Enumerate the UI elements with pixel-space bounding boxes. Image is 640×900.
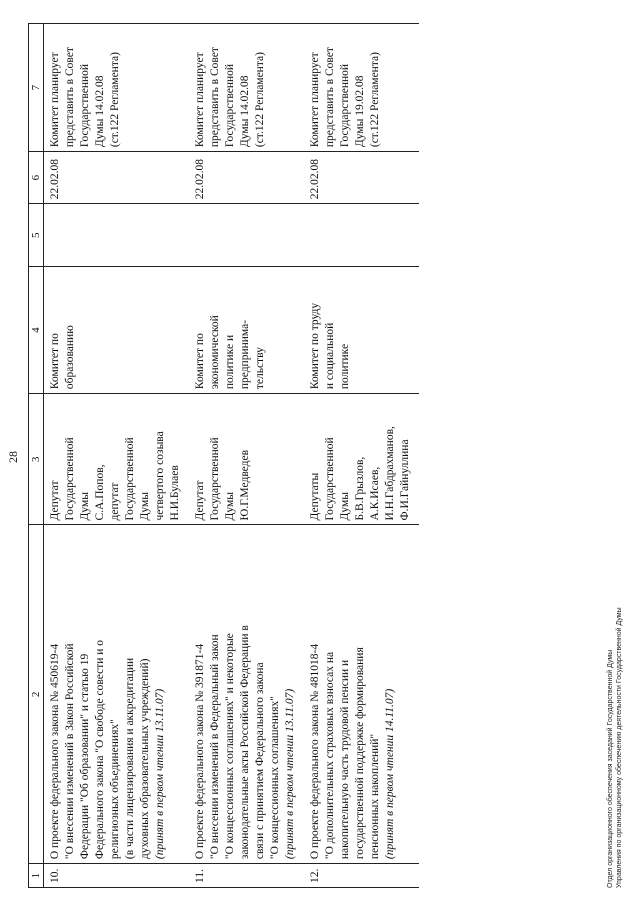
- note-line: Комитет планирует: [49, 52, 61, 148]
- bill-title-line: О проекте федерального закона № 481018-4: [309, 643, 321, 860]
- column-header: 2: [29, 525, 44, 864]
- committee-line: Комитет по труду: [309, 302, 321, 390]
- column-header: 1: [29, 864, 44, 888]
- bill-title-line: накопительную часть трудовой пенсии и: [339, 659, 351, 860]
- initiator-line: Ф.И.Гайнуллина: [399, 439, 411, 521]
- note-line: Комитет планирует: [309, 52, 321, 148]
- note-line: Государственной: [224, 63, 236, 148]
- committee-line: политике и: [224, 334, 236, 390]
- note-cell: [189, 24, 304, 152]
- bill-title-line: (в части лицензирования и аккредитации: [124, 657, 136, 860]
- table-row: [44, 24, 190, 888]
- footer-department: [606, 607, 624, 888]
- column-header: 5: [29, 204, 44, 267]
- reading-status: (принят в первом чтении 14.11.07): [384, 688, 396, 860]
- bill-title-line: пенсионных накоплений": [369, 733, 381, 860]
- bill-title-line: О проекте федерального закона № 391871-4: [194, 643, 206, 860]
- note-line: Комитет планирует: [194, 52, 206, 148]
- column-5-cell: [304, 204, 419, 267]
- footer-line: Управления по организационному обеспечению деятельности Государственной Думы: [616, 607, 623, 888]
- bill-title-line: государственной поддержке формирования: [354, 647, 366, 860]
- committee-cell: [304, 267, 419, 394]
- bill-title-line: "О дополнительных страховых взносах на: [324, 651, 336, 860]
- note-line: представить в Совет: [324, 47, 336, 148]
- initiator-line: Думы: [79, 492, 91, 521]
- note-cell: [44, 24, 190, 152]
- date-value: 22.02.08: [309, 158, 321, 200]
- row-number-cell: [304, 864, 419, 888]
- bill-title-cell: [304, 525, 419, 864]
- column-number-header: [29, 24, 44, 888]
- row-number: 10.: [49, 868, 61, 883]
- column-header: 7: [29, 24, 44, 152]
- initiator-line: Депутат: [49, 480, 61, 521]
- initiator-line: Ю.Г.Медведев: [239, 449, 251, 521]
- committee-line: предпринима-: [239, 319, 251, 390]
- initiator-line: С.А.Попов,: [94, 464, 106, 521]
- column-5-cell: [44, 204, 190, 267]
- bill-title-cell: [189, 525, 304, 864]
- row-number: 12.: [309, 868, 321, 883]
- note-line: Думы 14.02.08: [94, 75, 106, 148]
- date-cell: [189, 152, 304, 204]
- bill-title-line: законодательные акты Российской Федерации в: [239, 625, 251, 860]
- reading-status: (принят в первом чтении 13.11.07): [284, 688, 296, 860]
- note-line: (ст.122 Регламента): [109, 52, 121, 148]
- note-line: Думы 19.02.08: [354, 75, 366, 148]
- initiator-cell: [304, 394, 419, 525]
- bill-title-line: связи с принятием Федерального закона: [254, 662, 266, 860]
- page-number: 28: [6, 451, 20, 463]
- initiator-line: Государственной: [324, 437, 336, 521]
- initiator-line: четвертого созыва: [154, 431, 166, 521]
- note-cell: [304, 24, 419, 152]
- date-value: 22.02.08: [49, 158, 61, 200]
- committee-cell: [189, 267, 304, 394]
- bill-title-cell: [44, 525, 190, 864]
- note-line: Государственной: [339, 63, 351, 148]
- bill-title-line: Федерального закона "О свободе совести и о: [94, 639, 106, 860]
- bill-title-line: "О концессионных соглашениях" и некоторые: [224, 633, 236, 860]
- bill-title-line: Федерации "Об образовании" и статью 19: [79, 653, 91, 860]
- initiator-line: Думы: [139, 492, 151, 521]
- note-line: Государственной: [79, 63, 91, 148]
- initiator-line: Б.В.Грызлов,: [354, 456, 366, 521]
- committee-line: образованию: [64, 325, 76, 390]
- bill-title-line: О проекте федерального закона № 450619-4: [49, 643, 61, 860]
- note-line: (ст.122 Регламента): [369, 52, 381, 148]
- date-cell: [304, 152, 419, 204]
- initiator-line: Н.И.Булаев: [169, 465, 181, 521]
- initiator-line: Думы: [339, 492, 351, 521]
- footer-line: Отдел организационного обеспечения заседаний Государственной Думы: [607, 649, 614, 888]
- table-row: [189, 24, 304, 888]
- bill-title-line: "О внесении изменений в Закон Российской: [64, 643, 76, 860]
- bills-table: [28, 23, 419, 888]
- row-number-cell: [44, 864, 190, 888]
- committee-line: политике: [339, 343, 351, 390]
- note-line: представить в Совет: [64, 47, 76, 148]
- committee-line: тельству: [254, 347, 266, 390]
- committee-line: экономической: [209, 315, 221, 390]
- table-row: [304, 24, 419, 888]
- column-header: 3: [29, 394, 44, 525]
- committee-line: и социальной: [324, 322, 336, 390]
- date-value: 22.02.08: [194, 158, 206, 200]
- bill-title-line: "О внесении изменений в Федеральный закон: [209, 634, 221, 860]
- note-line: (ст.122 Регламента): [254, 52, 266, 148]
- committee-cell: [44, 267, 190, 394]
- initiator-line: А.К.Исаев,: [369, 466, 381, 521]
- committee-line: Комитет по: [49, 333, 61, 390]
- row-number-cell: [189, 864, 304, 888]
- committee-line: Комитет по: [194, 333, 206, 390]
- column-header: 6: [29, 152, 44, 204]
- note-line: представить в Совет: [209, 47, 221, 148]
- initiator-line: Государственной: [209, 437, 221, 521]
- bill-title-line: религиозных объединениях": [109, 719, 121, 860]
- initiator-cell: [189, 394, 304, 525]
- initiator-line: депутат: [109, 482, 121, 521]
- initiator-line: Государственной: [64, 437, 76, 521]
- initiator-line: И.Н.Габдрахманов,: [384, 426, 396, 521]
- column-header: 4: [29, 267, 44, 394]
- bill-title-line: духовных образовательных учреждений): [139, 658, 151, 860]
- column-5-cell: [189, 204, 304, 267]
- bill-title-line: "О концессионных соглашениях": [269, 696, 281, 860]
- reading-status: (принят в первом чтении 13.11.07): [154, 688, 166, 860]
- initiator-line: Депутаты: [309, 472, 321, 521]
- initiator-line: Государственной: [124, 437, 136, 521]
- initiator-line: Думы: [224, 492, 236, 521]
- row-number: 11.: [194, 869, 206, 883]
- note-line: Думы 14.02.08: [239, 75, 251, 148]
- date-cell: [44, 152, 190, 204]
- initiator-cell: [44, 394, 190, 525]
- initiator-line: Депутат: [194, 480, 206, 521]
